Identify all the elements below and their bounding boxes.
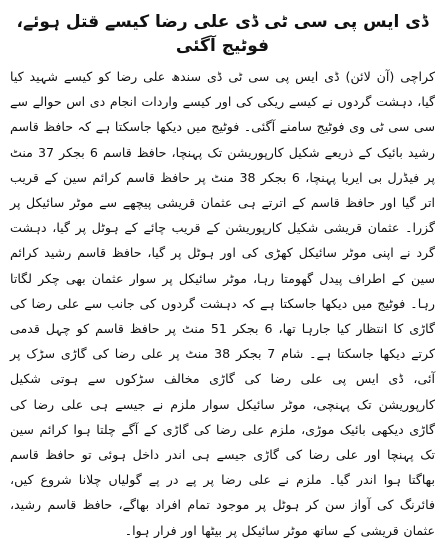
article-headline: ڈی ایس پی سی ٹی ڈی علی رضا کیسے قتل ہوئے، فوٹیج آگئی <box>16 12 429 56</box>
article-body: کراچی (آن لائن) ڈی ایس پی سی ٹی ڈی سندھ علی رضا کو کیسے شہید کیا گیا، دہشت گردوں نے کیسے ریکی کی اور کیسے واردات انجام دی اس حوالے سے سی سی ٹی وی فوٹیج سامنے آگئی۔ فوٹیج میں دیکھا جاسکتا ہے کہ حافظ قاسم رشید بائیک کے ذریعے شکیل کارپوریشن تک پہنچا، حافظ قاسم 6 بجکر 37 منٹ پر فیڈرل بی ایریا پہنچا، 6 بجکر 38 منٹ پر حافظ قاسم کرائم سین کے قریب اتر گیا اور حافظ قاسم کے اترتے ہی عثمان قریشی پیچھے سے موٹر سائیکل پر گزرا۔ عثمان قریشی شکیل کارپوریشن کے قریب چائے کے ہوٹل پر گیا، دہشت گرد نے اپنی موٹر سائیکل کھڑی کی اور ہوٹل پر گیا، حافظ قاسم رشید کرائم سین کے اطراف پیدل گھومتا رہا، موٹر سائیکل پر سوار عثمان بھی چکر لگاتا رہا۔ فوٹیج میں دیکھا جاسکتا ہے کہ دہشت گردوں کی جانب سے علی رضا کی گاڑی کا انتظار کیا جارہا تھا، 6 بجکر 51 منٹ پر حافظ قاسم کو چہل قدمی کرتے دیکھا جاسکتا ہے۔ شام 7 بجکر 38 منٹ پر علی رضا کی گاڑی سڑک پر آئی، ڈی ایس پی علی رضا کی گاڑی مخالف سڑکوں سے ہوتی شکیل کارپوریشن تک پہنچی، موٹر سائیکل سوار ملزم نے جیسے ہی علی رضا کی گاڑی دیکھی بائیک موڑی، ملزم علی رضا کی گاڑی کے آگے چلتا ہوا کرائم سین تک پہنچا اور علی رضا کی گاڑی جیسے ہی اندر داخل ہوئی تو حافظ قاسم بھاگتا ہوا اندر گیا۔ ملزم نے علی رضا پر پے در پے گولیاں چلانا شروع کیں، فائرنگ کی آواز سن کر ہوٹل پر موجود تمام افراد بھاگے، حافظ قاسم رشید، عثمان قریشی کے ساتھ موٹر سائیکل پر بیٹھا اور فرار ہوا۔ <box>10 69 435 538</box>
